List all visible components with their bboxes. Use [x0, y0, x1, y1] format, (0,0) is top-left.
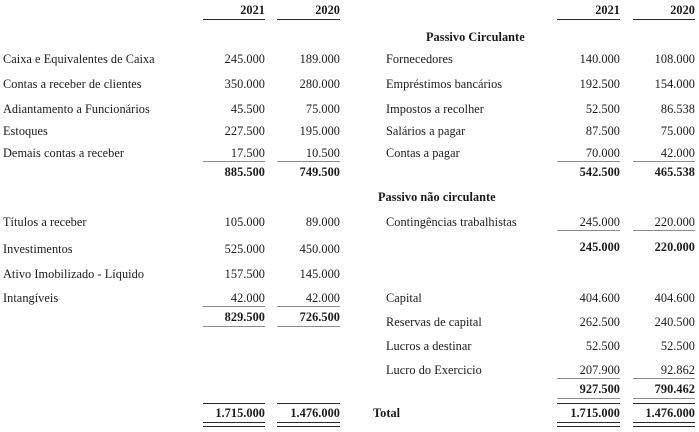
table-cell: 45.500: [230, 102, 265, 116]
table-row: Contas a pagar: [386, 146, 460, 160]
table-row: Investimentos: [3, 242, 73, 256]
left-header-rule-2021: [203, 19, 265, 20]
grand-total-cell: 1.476.000: [290, 406, 340, 420]
table-cell: 145.000: [299, 267, 340, 281]
table-cell: 87.500: [585, 124, 620, 138]
table-cell: 42.000: [305, 291, 340, 305]
table-cell: 89.000: [305, 215, 340, 229]
table-row: Ativo Imobilizado - Líquido: [3, 267, 145, 281]
table-cell: 17.500: [230, 146, 265, 160]
table-cell: 52.500: [585, 339, 620, 353]
grand-total-rule-above: [633, 403, 695, 404]
subtotal-rule-below: [633, 398, 695, 399]
table-row: Salários a pagar: [386, 124, 466, 138]
subtotal-rule: [633, 378, 695, 379]
table-cell: 404.600: [579, 291, 620, 305]
table-cell: 70.000: [585, 146, 620, 160]
table-row: Demais contas a receber: [3, 146, 124, 160]
table-cell: 86.538: [660, 102, 695, 116]
right-header-year-2021: 2021: [595, 3, 620, 17]
table-cell: 42.000: [660, 146, 695, 160]
subtotal-rule-below: [277, 326, 340, 327]
table-cell: 105.000: [224, 215, 265, 229]
table-cell: 154.000: [654, 77, 695, 91]
table-row: Títulos a receber: [3, 215, 87, 229]
grand-total-double-rule: [633, 422, 695, 427]
left-header-year-2020: 2020: [315, 3, 340, 17]
table-cell: 189.000: [299, 52, 340, 66]
table-cell: 157.500: [224, 267, 265, 281]
subtotal-rule: [633, 161, 695, 162]
table-cell: 75.000: [305, 102, 340, 116]
right-header-year-2020: 2020: [670, 3, 695, 17]
table-row: Contingências trabalhistas: [386, 215, 517, 229]
table-cell: 280.000: [299, 77, 340, 91]
table-row: Intangíveis: [3, 291, 59, 305]
table-row: Adiantamento a Funcionários: [3, 102, 150, 116]
grand-total-cell: 1.715.000: [570, 406, 620, 420]
table-cell: 220.000: [654, 215, 695, 229]
table-cell: 52.500: [660, 339, 695, 353]
table-row: Estoques: [3, 124, 48, 138]
table-cell: 240.500: [654, 315, 695, 329]
subtotal-cell: 726.500: [299, 310, 340, 324]
table-row: Contas a receber de clientes: [3, 77, 142, 91]
table-cell: 262.500: [579, 315, 620, 329]
table-cell: 192.500: [579, 77, 620, 91]
table-cell: 245.000: [579, 215, 620, 229]
table-cell: 350.000: [224, 77, 265, 91]
table-cell: 92.862: [660, 363, 695, 377]
table-cell: 404.600: [654, 291, 695, 305]
table-cell: 75.000: [660, 124, 695, 138]
table-row: Fornecedores: [386, 52, 453, 66]
grand-total-rule-above: [203, 403, 265, 404]
right-header-rule-2021: [557, 19, 620, 20]
subtotal-cell: 927.500: [579, 382, 620, 396]
subtotal-cell: 220.000: [654, 240, 695, 254]
grand-total-double-rule: [277, 422, 340, 427]
table-cell: 227.500: [224, 124, 265, 138]
table-cell: 525.000: [224, 242, 265, 256]
section-title-current-liabilities: Passivo Circulante: [426, 30, 525, 44]
table-cell: 10.500: [305, 146, 340, 160]
subtotal-rule: [277, 161, 340, 162]
subtotal-cell: 749.500: [299, 165, 340, 179]
table-cell: 207.900: [579, 363, 620, 377]
table-row: Empréstimos bancários: [386, 77, 503, 91]
subtotal-rule-below: [557, 398, 620, 399]
table-row: Reservas de capital: [386, 315, 482, 329]
table-cell: 52.500: [585, 102, 620, 116]
left-header-rule-2020: [277, 19, 340, 20]
table-row: Lucro do Exercicio: [386, 363, 482, 377]
table-cell: 245.000: [224, 52, 265, 66]
grand-total-double-rule: [203, 422, 265, 427]
subtotal-rule: [203, 306, 265, 307]
table-cell: 42.000: [230, 291, 265, 305]
left-header-year-2021: 2021: [240, 3, 265, 17]
grand-total-rule-above: [277, 403, 340, 404]
subtotal-rule: [633, 230, 695, 231]
subtotal-cell: 542.500: [579, 165, 620, 179]
table-row: Capital: [386, 291, 422, 305]
grand-total-label: Total: [373, 406, 401, 420]
section-title-noncurrent-liabilities: Passivo não circulante: [378, 190, 496, 204]
subtotal-cell: 829.500: [224, 310, 265, 324]
subtotal-rule: [557, 230, 620, 231]
table-row: Impostos a recolher: [386, 102, 484, 116]
grand-total-cell: 1.715.000: [215, 406, 265, 420]
table-cell: 450.000: [299, 242, 340, 256]
right-header-rule-2020: [633, 19, 695, 20]
subtotal-rule: [557, 161, 620, 162]
subtotal-cell: 790.462: [654, 382, 695, 396]
grand-total-rule-above: [557, 403, 620, 404]
subtotal-rule-below: [203, 326, 265, 327]
table-cell: 140.000: [579, 52, 620, 66]
table-row: Lucros a destinar: [386, 339, 472, 353]
table-cell: 195.000: [299, 124, 340, 138]
grand-total-cell: 1.476.000: [645, 406, 695, 420]
subtotal-rule: [203, 161, 265, 162]
subtotal-rule: [277, 306, 340, 307]
subtotal-cell: 245.000: [579, 240, 620, 254]
table-cell: 108.000: [654, 52, 695, 66]
subtotal-cell: 885.500: [224, 165, 265, 179]
table-row: Caixa e Equivalentes de Caixa: [3, 52, 155, 66]
subtotal-rule: [557, 378, 620, 379]
grand-total-double-rule: [557, 422, 620, 427]
subtotal-cell: 465.538: [654, 165, 695, 179]
